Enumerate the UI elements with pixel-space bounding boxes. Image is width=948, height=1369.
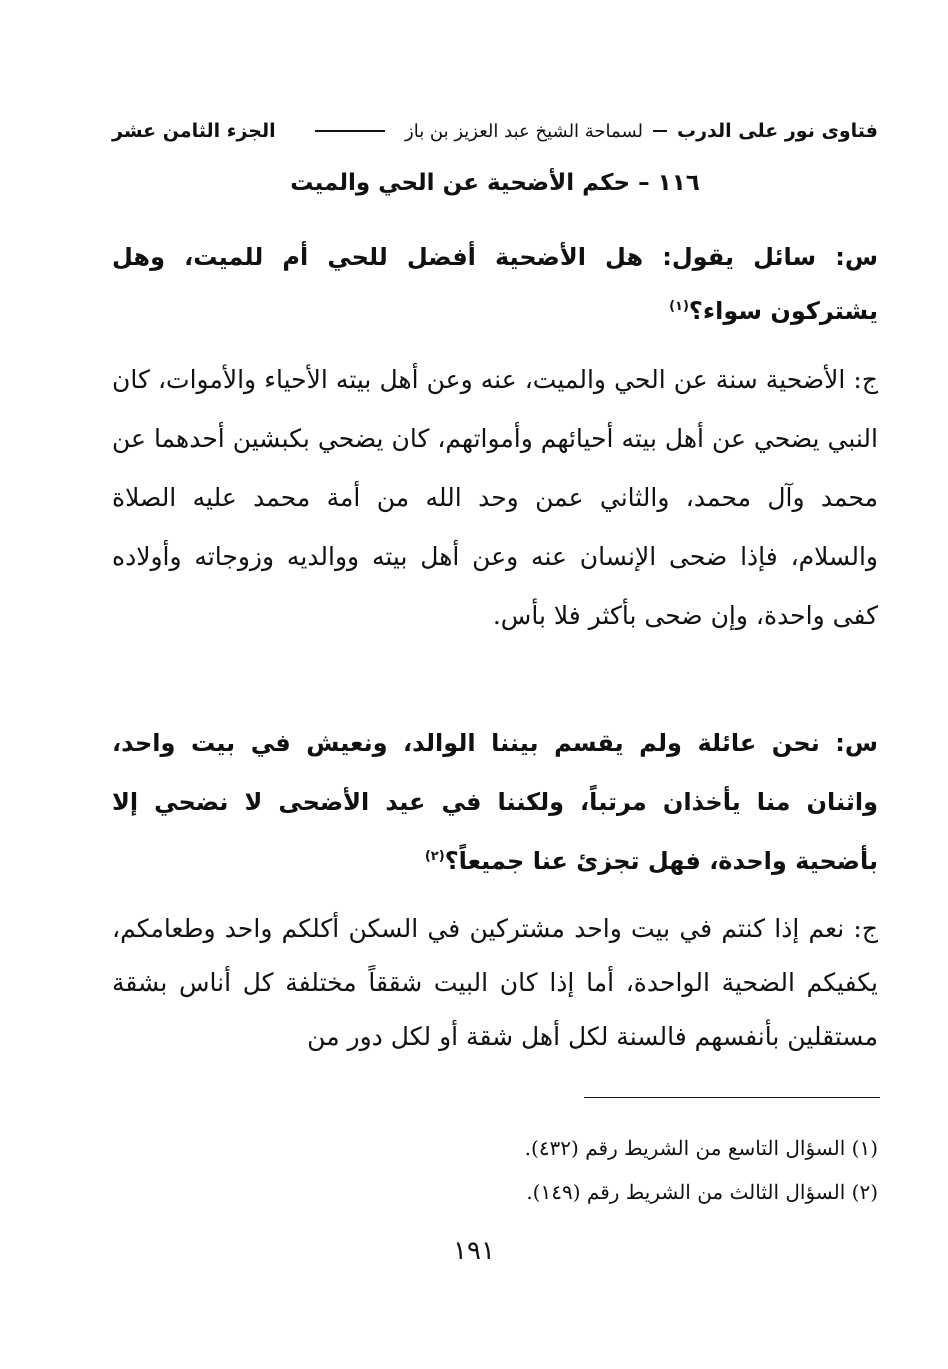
author-name: لسماحة الشيخ عبد العزيز بن باز [405,120,643,142]
footnote-2: (٢) السؤال الثالث من الشريط رقم (١٤٩). [526,1180,878,1204]
answer-1 [112,350,878,645]
answer-2-text: ج: نعم إذا كنتم في بيت واحد مشتركين في السكن أكلكم واحد وطعامكم، يكفيكم الضحية الواحدة، أما إذا كان البيت شققاً مختلفة كل أناس بشقة مستقلين بأنفسهم فالسنة لكل أهل شقة أو لكل دور من [112,914,878,1051]
header-dash [653,130,667,132]
running-header [112,113,878,149]
question-1 [112,230,878,338]
page-number: ١٩١ [453,1236,495,1266]
part-label: الجزء الثامن عشر [112,120,276,142]
answer-2 [112,902,878,1064]
footnote-separator [584,1097,880,1098]
book-title: فتاوى نور على الدرب [677,120,878,142]
question-2 [112,714,878,891]
footnotes [112,1126,878,1214]
answer-1-text: ج: الأضحية سنة عن الحي والميت، عنه وعن أهل بيته الأحياء والأموات، كان النبي يضحي عن أهل بيته أحيائهم وأمواتهم، كان يضحي بكبشين أحدهما عن محمد وآل محمد، والثاني عمن وحد الله من أمة محمد عليه الصلاة والسلام، فإذا ضحى الإنسان عنه وعن أهل بيته ووالديه وزوجاته وأولاده كفى واحدة، وإن ضحى بأكثر فلا بأس. [112,365,878,630]
question-1-text: س: سائل يقول: هل الأضحية أفضل للحي أم للميت، وهل يشتركون سواء؟ [112,243,878,325]
header-rule [315,130,385,132]
running-header-title [305,120,878,142]
footnote-1: (١) السؤال التاسع من الشريط رقم (٤٣٢). [524,1136,878,1160]
section-title: ١١٦ – حكم الأضحية عن الحي والميت [290,170,700,196]
question-2-text: س: نحن عائلة ولم يقسم بيننا الوالد، ونعيش في بيت واحد، واثنان منا يأخذان مرتباً، ولكننا في عيد الأضحى لا نضحي إلا بأضحية واحدة، فهل تجزئ عنا جميعاً؟ [112,729,878,875]
footnote-marker-1[interactable]: (١) [669,299,689,314]
footnote-marker-2[interactable]: (٢) [424,849,445,864]
